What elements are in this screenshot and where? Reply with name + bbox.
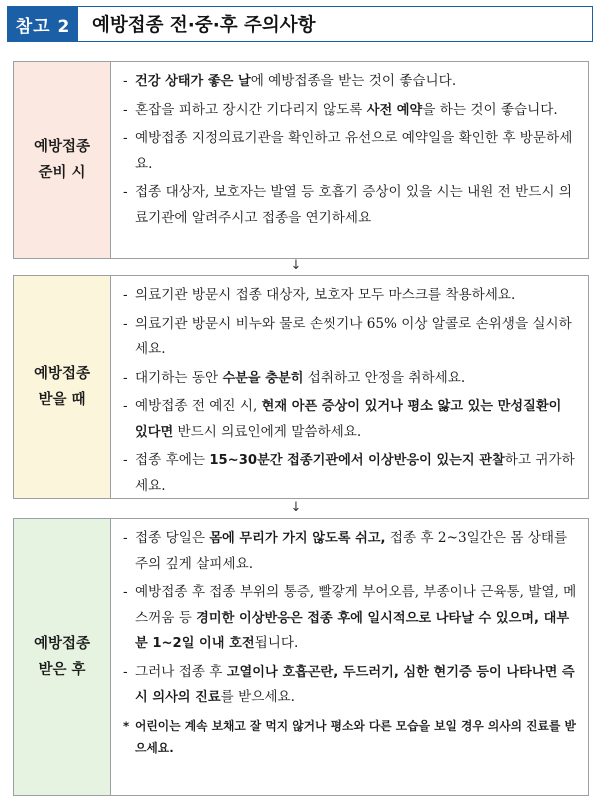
- footnote: [123, 715, 578, 759]
- section-body: [111, 276, 588, 498]
- emphasis-text: 고열이나 호흡곤란, 두드러기, 심한 현기증 등이 나타나면 즉시 의사의 진료: [135, 664, 575, 705]
- emphasis-text: 건강 상태가 좋은 날: [135, 74, 251, 89]
- bullet-text: [135, 526, 578, 577]
- footnote-text: 어린이는 계속 보채고 잘 먹지 않거나 평소와 다른 모습을 보일 경우 의사의 진료를 받으세요.: [135, 718, 576, 755]
- bullet-text: [135, 448, 578, 499]
- text-run: 을 하는 것이 좋습니다.: [422, 101, 558, 118]
- bullet-dash: -: [123, 398, 128, 414]
- emphasis-text: 15~30분간 접종기관에서 이상반응이 있는지 관찰: [209, 453, 505, 468]
- bullet-text: [135, 580, 578, 657]
- text-run: 의료기관 방문시 접종 대상자, 보호자 모두 마스크를 착용하세요.: [135, 287, 516, 303]
- emphasis-text: 사전 예약: [366, 102, 423, 118]
- text-run: 를 받으세요.: [220, 689, 295, 705]
- bullet-text: [135, 660, 578, 711]
- section-body: [111, 62, 588, 258]
- page-title: 예방접종 전·중·후 주의사항: [92, 15, 316, 36]
- down-arrow-icon: ↓: [290, 500, 302, 515]
- section-label-line1: 예방접종: [33, 139, 91, 155]
- text-run: 예방접종 전 예진 시,: [135, 398, 262, 414]
- bullet-dash: -: [123, 452, 128, 468]
- bullet-item: [123, 394, 578, 445]
- text-run: 접종 후 2~3일간은 몸 상태를 주의 깊게 살피세요.: [135, 530, 568, 572]
- text-run: 접종 대상자, 보호자는 발열 등 호흡기 증상이 있을 시는 내원 전 반드시 의료기관에 알려주시고 접종을 연기하세요: [135, 184, 572, 226]
- bullet-dash: -: [123, 584, 128, 600]
- bullet-dash: -: [123, 130, 128, 146]
- bullet-item: [123, 126, 578, 177]
- section-label-line2: 받은 후: [38, 662, 86, 678]
- text-run: 대기하는 동안: [135, 369, 223, 386]
- section-label-line1: 예방접종: [33, 636, 91, 652]
- header-box: [7, 6, 593, 42]
- bullet-item: [123, 180, 578, 231]
- section-label: [14, 519, 111, 795]
- section-body: [111, 519, 588, 795]
- bullet-text: [135, 126, 578, 177]
- bullet-item: [123, 69, 578, 95]
- text-run: 반드시 의료인에게 말씀하세요.: [173, 423, 362, 440]
- section-label-line2: 받을 때: [38, 392, 86, 408]
- text-run: 접종 당일은: [135, 530, 210, 546]
- bullet-dash: -: [123, 315, 128, 332]
- footnote-mark: *: [123, 718, 130, 733]
- section-label: [14, 62, 111, 258]
- section-after-vaccination: [13, 518, 589, 796]
- text-run: 예방접종 후 접종 부위의 통증, 빨갛게 부어오름, 부종이나 근육통, 발열, 메스꺼움 등: [135, 584, 577, 626]
- emphasis-text: 경미한 이상반응은 접종 후에 일시적으로 나타날 수 있으며, 대부분 1~2일 이내 호전: [135, 610, 570, 651]
- bullet-text: [135, 180, 578, 231]
- bullet-dash: -: [123, 369, 128, 386]
- bullet-item: [123, 448, 578, 499]
- text-run: 혼잡을 피하고 장시간 기다리지 않도록: [135, 101, 367, 118]
- section-before-vaccination: [13, 61, 589, 259]
- text-run: 예방접종 지정의료기관을 확인하고 유선으로 예약일을 확인한 후 방문하세요.: [135, 130, 573, 172]
- down-arrow-icon: ↓: [290, 258, 302, 273]
- text-run: 의료기관 방문시 비누와 물로 손씻기나 65% 이상 알콜로 손위생을 실시하세요.: [135, 315, 572, 357]
- bullet-dash: -: [123, 530, 128, 546]
- text-run: 됩니다.: [254, 635, 299, 651]
- text-run: 섭취하고 안정을 취하세요.: [303, 369, 466, 386]
- bullet-dash: -: [123, 101, 128, 118]
- bullet-dash: -: [123, 73, 128, 89]
- emphasis-text: 수분을 충분히: [222, 370, 304, 386]
- section-label-line2: 준비 시: [38, 165, 86, 181]
- section-label: [14, 276, 111, 498]
- bullet-item: [123, 366, 578, 392]
- bullet-dash: -: [123, 184, 128, 200]
- reference-tag: 참고 2: [8, 7, 78, 41]
- bullet-text: [135, 69, 578, 95]
- text-run: 에 예방접종을 받는 것이 좋습니다.: [250, 73, 457, 89]
- bullet-item: [123, 526, 578, 577]
- bullet-text: [135, 394, 578, 445]
- bullet-item: [123, 580, 578, 657]
- bullet-dash: -: [123, 287, 128, 303]
- bullet-item: [123, 312, 578, 363]
- section-during-vaccination: [13, 275, 589, 499]
- section-label-line1: 예방접종: [33, 366, 91, 382]
- text-run: 그러나 접종 후: [135, 663, 227, 680]
- emphasis-text: 몸에 무리가 가지 않도록 쉬고,: [209, 531, 386, 546]
- bullet-dash: -: [123, 663, 128, 680]
- bullet-item: [123, 283, 578, 309]
- text-run: 접종 후에는: [135, 452, 210, 468]
- bullet-text: [135, 366, 578, 392]
- bullet-text: [135, 283, 578, 309]
- emphasis-text: 현재 아픈 증상이 있거나 평소 앓고 있는 만성질환이 있다면: [135, 399, 562, 440]
- bullet-text: [135, 98, 578, 124]
- bullet-text: [135, 312, 578, 363]
- text-run: 하고 귀가하세요.: [135, 452, 575, 494]
- bullet-item: [123, 98, 578, 124]
- bullet-item: [123, 660, 578, 711]
